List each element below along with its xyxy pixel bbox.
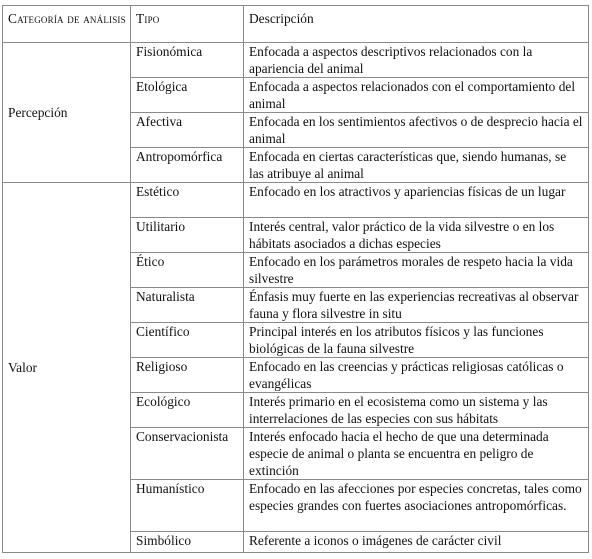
tipo-cell: Simbólico	[131, 532, 244, 553]
header-tipo: Tipo	[131, 6, 244, 43]
descripcion-cell: Enfocado en las afecciones por especies concretas, tales como especies grandes con fuertes asociaciones antropomórficas.	[244, 480, 589, 532]
tipo-cell: Antropomórfica	[131, 148, 244, 183]
header-categoria: Categoría de análisis	[3, 6, 131, 43]
tipo-cell: Ecológico	[131, 393, 244, 428]
descripcion-cell: Enfocado en los parámetros morales de respeto hacia la vida silvestre	[244, 253, 589, 288]
header-descripcion: Descripción	[244, 6, 589, 43]
descripcion-cell: Enfocada en los sentimientos afectivos o de desprecio hacia el animal	[244, 113, 589, 148]
descripcion-cell: Interés primario en el ecosistema como un sistema y las interrelaciones de las especies con sus hábitats	[244, 393, 589, 428]
descripcion-cell: Enfocado en las creencias y prácticas religiosas católicas o evangélicas	[244, 358, 589, 393]
tipo-cell: Naturalista	[131, 288, 244, 323]
tipo-cell: Religioso	[131, 358, 244, 393]
tipo-cell: Ético	[131, 253, 244, 288]
descripcion-cell: Interés enfocado hacia el hecho de que una determinada especie de animal o planta se encuentra en peligro de extinción	[244, 428, 589, 480]
descripcion-cell: Énfasis muy fuerte en las experiencias recreativas al observar fauna y flora silvestre in situ	[244, 288, 589, 323]
analysis-table	[2, 5, 589, 553]
tipo-cell: Afectiva	[131, 113, 244, 148]
table-row	[3, 183, 589, 218]
tipo-cell: Estético	[131, 183, 244, 218]
descripcion-cell: Interés central, valor práctico de la vida silvestre o en los hábitats asociados a dichas especies	[244, 218, 589, 253]
category-cell: Percepción	[3, 43, 131, 183]
descripcion-cell: Principal interés en los atributos físicos y las funciones biológicas de la fauna silvestre	[244, 323, 589, 358]
descripcion-cell: Enfocado en los atractivos y apariencias físicas de un lugar	[244, 183, 589, 218]
tipo-cell: Etológica	[131, 78, 244, 113]
category-cell: Valor	[3, 183, 131, 553]
table-row	[3, 43, 589, 78]
tipo-cell: Conservacionista	[131, 428, 244, 480]
descripcion-cell: Referente a iconos o imágenes de carácter civil	[244, 532, 589, 553]
table-body	[3, 43, 589, 553]
tipo-cell: Fisionómica	[131, 43, 244, 78]
header-row	[3, 6, 589, 43]
tipo-cell: Humanístico	[131, 480, 244, 532]
descripcion-cell: Enfocada a aspectos descriptivos relacionados con la apariencia del animal	[244, 43, 589, 78]
descripcion-cell: Enfocada en ciertas características que, siendo humanas, se las atribuye al animal	[244, 148, 589, 183]
tipo-cell: Utilitario	[131, 218, 244, 253]
descripcion-cell: Enfocada a aspectos relacionados con el comportamiento del animal	[244, 78, 589, 113]
tipo-cell: Científico	[131, 323, 244, 358]
